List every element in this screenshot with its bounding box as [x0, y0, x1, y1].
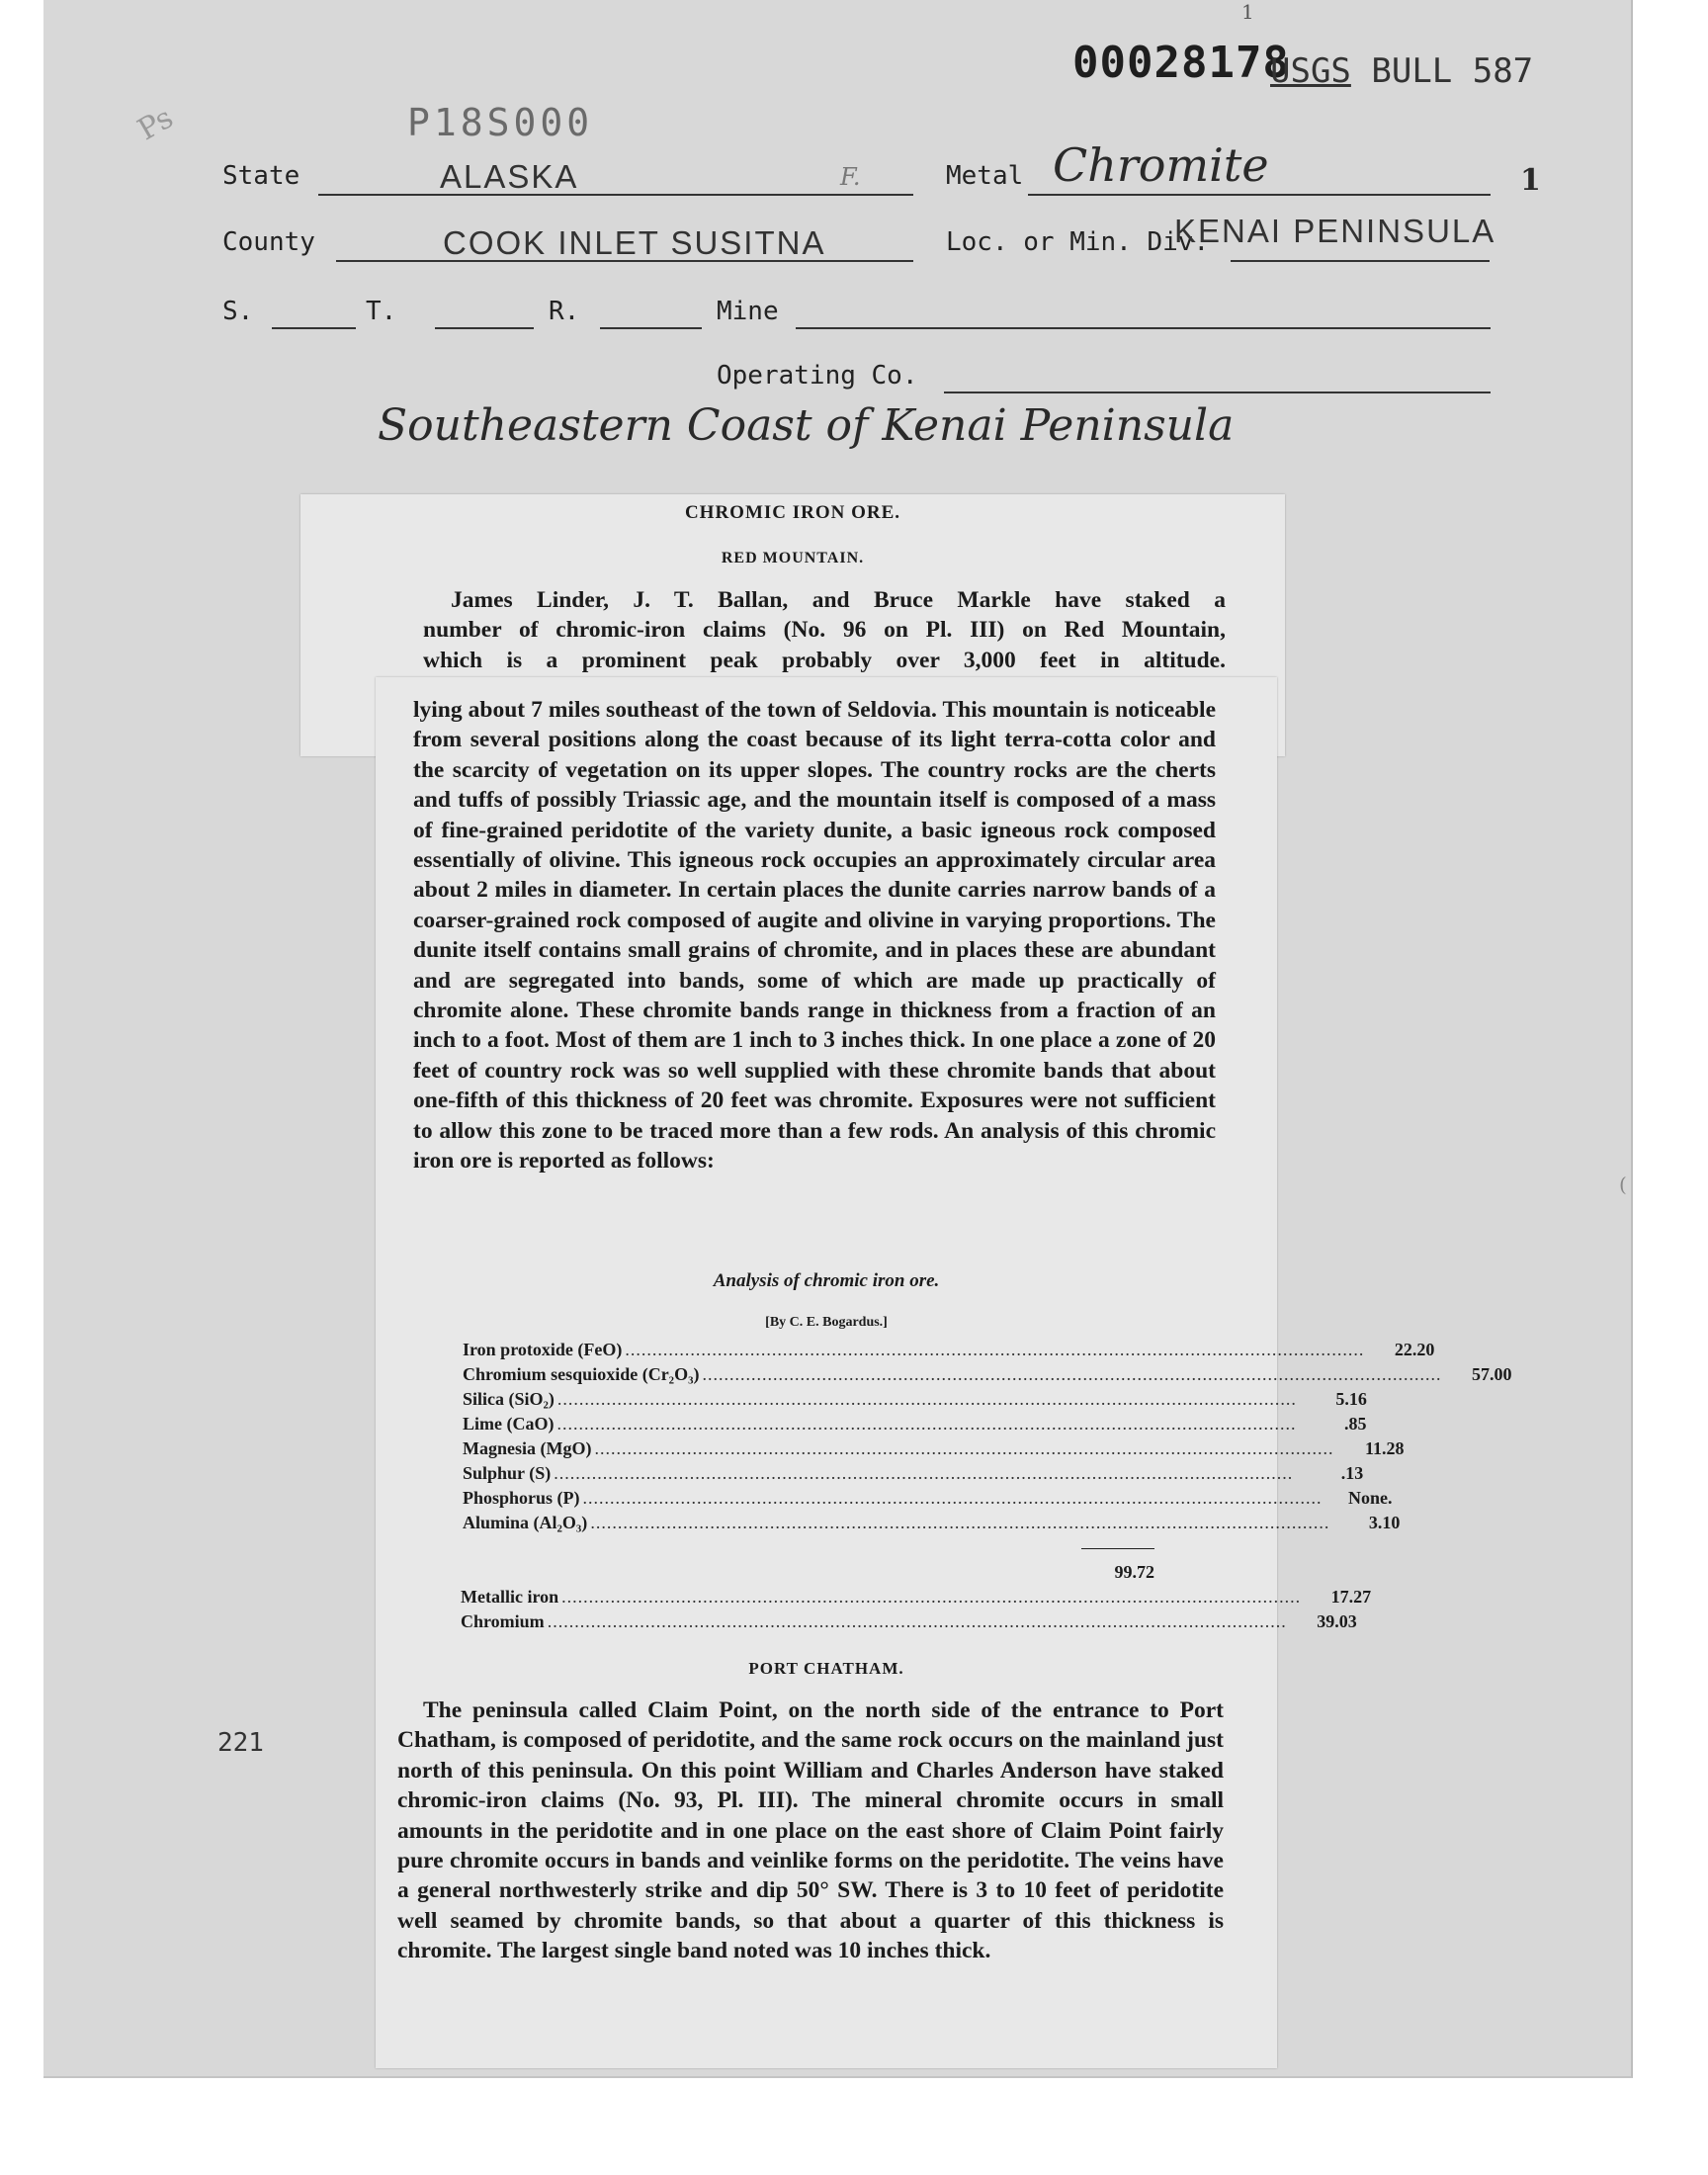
dot-leader: ........................................................................................................................................ [702, 1364, 1442, 1384]
mine-underline [796, 327, 1491, 329]
analysis-value: 22.20 [1394, 1340, 1435, 1359]
intro-line-3: which is a prominent peak probably over 3,000 feet in altitude. [423, 647, 1226, 673]
usgs-bulletin: BULL 587 [1371, 51, 1534, 91]
subsection-port-chatham: PORT CHATHAM. [748, 1659, 904, 1678]
metal-label: Metal [946, 161, 1024, 191]
section-title: CHROMIC IRON ORE. [684, 502, 901, 523]
analysis-value: 3.10 [1368, 1513, 1401, 1532]
top-tick-mark: 1 [1241, 0, 1254, 24]
analysis-name: Phosphorus (P) [463, 1488, 580, 1508]
analysis-name: Chromium sesquioxide (Cr₂O₃) [463, 1364, 700, 1384]
analysis-name: Silica (SiO₂) [463, 1389, 555, 1409]
table-caption: Analysis of chromic iron ore. [713, 1270, 940, 1291]
metal-value: Chromite [1053, 138, 1269, 192]
table-attribution: [By C. E. Bogardus.] [765, 1315, 888, 1330]
analysis-row [463, 1463, 1364, 1484]
county-label: County [222, 227, 315, 257]
analysis-name: Lime (CaO) [463, 1414, 555, 1434]
state-label: State [222, 161, 300, 191]
analysis-row [463, 1364, 1512, 1385]
analysis-row [463, 1438, 1405, 1459]
analysis-row [463, 1513, 1401, 1533]
analysis-name: Magnesia (MgO) [463, 1438, 592, 1458]
section-label: S. [222, 297, 254, 326]
margin-bracket-mark: ( [1619, 1173, 1627, 1196]
derived-name: Metallic iron [461, 1587, 559, 1607]
derived-value: 39.03 [1317, 1611, 1357, 1631]
operating-underline [944, 392, 1491, 393]
township-label: T. [366, 297, 397, 326]
loc-underline [1231, 260, 1490, 262]
section-underline [272, 327, 356, 329]
range-label: R. [549, 297, 580, 326]
handwritten-location: Southeastern Coast of Kenai Peninsula [378, 400, 1235, 451]
corner-pencil-mark: Ps [131, 100, 180, 148]
analysis-name: Sulphur (S) [463, 1463, 552, 1483]
analysis-value: None. [1348, 1488, 1393, 1508]
para-port-chatham: The peninsula called Claim Point, on the north side of the entrance to Port Chatham, is composed of peridotite, and the same rock occurs on the mainland just north of this peninsula. On this point William and Charles Anderson have staked chromic-iron claims (No. 93, Pl. III). The mineral chromite occurs in small amounts in the peridotite and in one place on the east shore of Claim Point fairly pure chromite occurs in bands and veinlike forms on the peridotite. The veins have a general northwesterly strike and dip 50° SW. There is 3 to 10 feet of peridotite well seamed by chromite bands, so that about a quarter of this thickness is chromite. The largest single band noted was 10 inches thick. [397, 1697, 1224, 1964]
analysis-row [463, 1340, 1435, 1360]
dot-leader: ........................................................................................................................................ [590, 1513, 1330, 1532]
intro-line-1: James Linder, J. T. Ballan, and Bruce Markle have staked a [451, 587, 1226, 613]
dot-leader: ........................................................................................................................................ [554, 1463, 1294, 1483]
dot-leader: ........................................................................................................................................ [547, 1611, 1287, 1631]
dot-leader: ........................................................................................................................................ [582, 1488, 1323, 1508]
metal-mark: 1 [1520, 163, 1541, 198]
analysis-value: .13 [1340, 1463, 1364, 1483]
faint-stamp-number: P18S000 [407, 101, 594, 144]
dot-leader: ........................................................................................................................................ [594, 1438, 1334, 1458]
usgs-reference [1270, 51, 1533, 91]
state-underline [318, 194, 913, 196]
analysis-total-row [463, 1562, 1154, 1583]
township-underline [435, 327, 534, 329]
analysis-value: 11.28 [1364, 1438, 1405, 1458]
derived-row [461, 1611, 1357, 1632]
analysis-row [463, 1389, 1367, 1410]
intro-line-2: number of chromic-iron claims (No. 96 on Pl. III) on Red Mountain, [423, 617, 1226, 644]
page-number: 221 [217, 1728, 264, 1758]
loc-label: Loc. or Min. Div. [946, 227, 1210, 257]
dot-leader: ........................................................................................................................................ [625, 1340, 1365, 1359]
subsection-red-mountain: RED MOUNTAIN. [721, 550, 865, 566]
county-value: COOK INLET SUSITNA [443, 224, 826, 261]
analysis-value: 5.16 [1335, 1389, 1367, 1409]
analysis-value: 57.00 [1471, 1364, 1512, 1384]
sum-rule [1081, 1548, 1154, 1549]
dot-leader: ........................................................................................................................................ [561, 1587, 1302, 1607]
para-red-mountain-intro [423, 585, 1226, 675]
range-underline [600, 327, 702, 329]
analysis-total: 99.72 [1114, 1562, 1154, 1582]
dot-leader: ........................................................................................................................................ [556, 1414, 1297, 1434]
derived-row [461, 1587, 1372, 1608]
clipping-main [376, 677, 1512, 2068]
derived-value: 17.27 [1330, 1587, 1372, 1607]
operating-label: Operating Co. [717, 361, 918, 391]
loc-value: KENAI PENINSULA [1174, 213, 1496, 249]
derived-name: Chromium [461, 1611, 545, 1631]
analysis-name: Iron protoxide (FeO) [463, 1340, 623, 1359]
usgs-prefix: USGS [1270, 51, 1351, 91]
analysis-row [463, 1414, 1367, 1435]
state-value: ALASKA [440, 158, 579, 195]
analysis-row [463, 1488, 1393, 1509]
document-number-stamp: 00028178 [1072, 38, 1290, 88]
state-mark: F. [840, 163, 861, 191]
mine-label: Mine [717, 297, 779, 326]
analysis-name: Alumina (Al₂O₃) [463, 1513, 588, 1532]
analysis-value: .85 [1343, 1414, 1367, 1434]
para-red-mountain-body: lying about 7 miles southeast of the town of Seldovia. This mountain is noticeable from several positions along the coast because of its light terra-cotta color and the scarcity of vegetation on its upper slopes. The country rocks are the cherts and tuffs of possibly Triassic age, and the mountain itself is composed of a mass of fine-grained peridotite of the variety dunite, a basic igneous rock composed essentially of olivine. This igneous rock occupies an approximately circular area about 2 miles in diameter. In certain places the dunite carries narrow bands of a coarser-grained rock composed of augite and olivine in varying proportions. The dunite itself contains small grains of chromite, and in places these are abundant and are segregated into bands, some of which are made up practically of chromite alone. These chromite bands range in thickness from a fraction of an inch to a foot. Most of them are 1 inch to 3 inches thick. In one place a zone of 20 feet of country rock was so well supplied with these chromite bands that about one-fifth of this thickness of 20 feet was chromite. Exposures were not sufficient to allow this zone to be traced more than a few rods. An analysis of this chromic iron ore is reported as follows: [413, 697, 1216, 1174]
metal-underline [1028, 194, 1491, 196]
dot-leader: ........................................................................................................................................ [556, 1389, 1297, 1409]
